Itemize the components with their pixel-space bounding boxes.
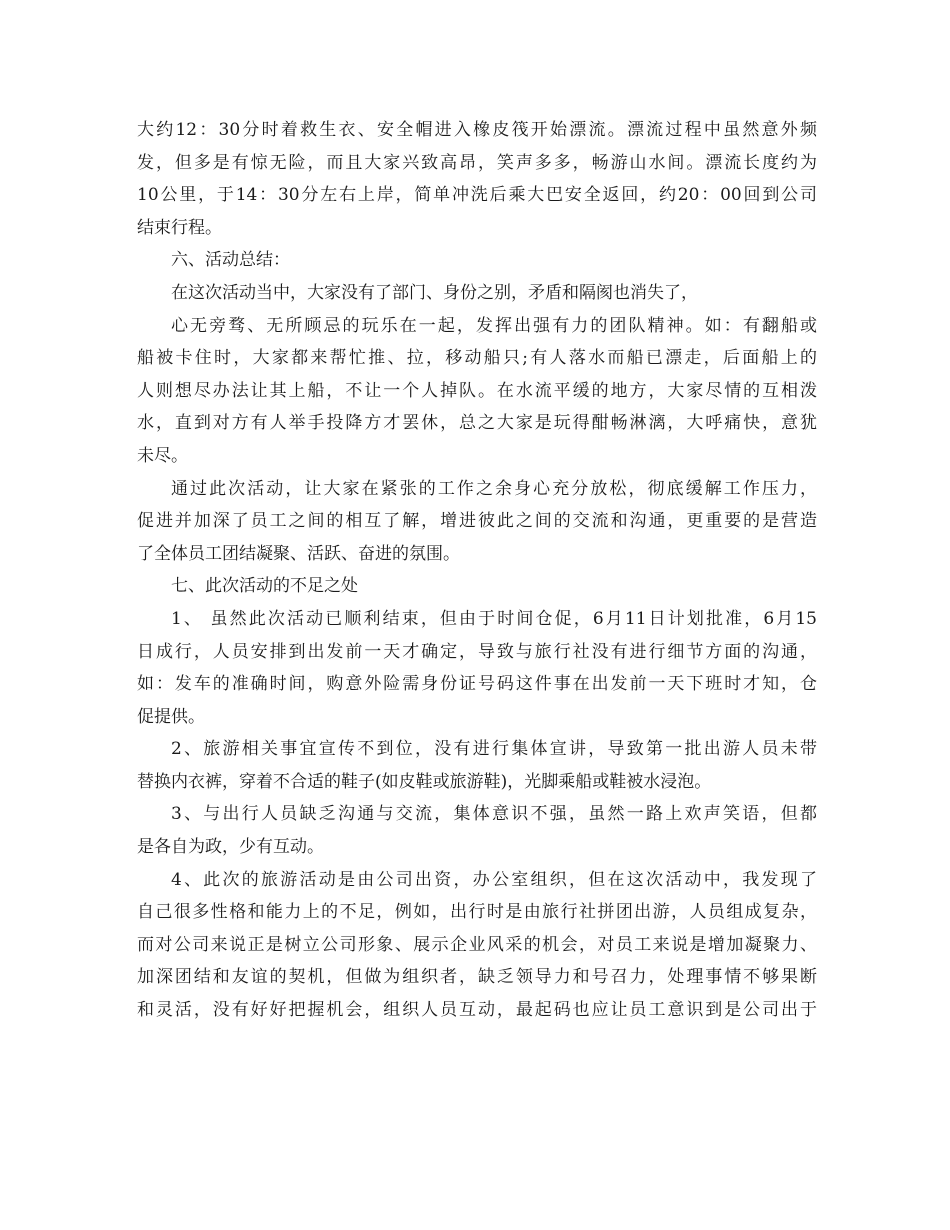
text-line: 在这次活动当中，大家没有了部门、身份之别，矛盾和隔阂也消失了， (171, 282, 698, 303)
text-line: 大约12：30分时着救生衣、安全帽进入橡皮筏开始漂流。漂流过程中虽然意外频 (137, 120, 817, 140)
section-heading: 七、此次活动的不足之处 (171, 576, 358, 597)
text-line: 和灵活，没有好好把握机会，组织人员互动，最起码也应让员工意识到是公司出于 (137, 1000, 817, 1021)
text-line: 替换内衣裤，穿着不合适的鞋子(如皮鞋或旅游鞋)，光脚乘船或鞋被水浸泡。 (137, 771, 712, 792)
text-line: 自己很多性格和能力上的不足，例如，出行时是由旅行社拼团出游，人员组成复杂， (137, 902, 817, 923)
text-line: 3、与出行人员缺乏沟通与交流，集体意识不强，虽然一路上欢声笑语，但都 (171, 804, 817, 825)
text-line: 1、 虽然此次活动已顺利结束，但由于时间仓促，6月11日计划批准，6月15 (171, 608, 817, 629)
text-line: 通过此次活动，让大家在紧张的工作之余身心充分放松，彻底缓解工作压力， (171, 478, 817, 499)
text-line: 日成行，人员安排到出发前一天才确定，导致与旅行社没有进行细节方面的沟通， (137, 641, 817, 662)
text-line: 心无旁骛、无所顾忌的玩乐在一起，发挥出强有力的团队精神。如：有翻船或 (171, 315, 817, 336)
text-line: 发，但多是有惊无险，而且大家兴致高昂，笑声多多，畅游山水间。漂流长度约为 (137, 152, 817, 173)
text-line: 而对公司来说正是树立公司形象、展示企业风采的机会，对员工来说是增加凝聚力、 (137, 934, 817, 955)
section-heading: 六、活动总结： (171, 250, 290, 271)
text-line: 了全体员工团结凝聚、活跃、奋进的氛围。 (137, 543, 460, 564)
text-line: 如：发车的准确时间，购意外险需身份证号码这件事在出发前一天下班时才知，仓 (137, 674, 817, 695)
text-line: 未尽。 (137, 445, 188, 466)
text-line: 4、此次的旅游活动是由公司出资，办公室组织，但在这次活动中，我发现了 (171, 869, 817, 890)
text-line: 人则想尽办法让其上船，不让一个人掉队。在水流平缓的地方，大家尽情的互相泼 (137, 380, 817, 401)
text-line: 10公里，于14：30分左右上岸，简单冲洗后乘大巴安全返回，约20：00回到公司 (137, 185, 817, 206)
text-line: 船被卡住时，大家都来帮忙推、拉，移动船只;有人落水而船已漂走，后面船上的 (137, 348, 817, 369)
text-line: 2、旅游相关事宜宣传不到位，没有进行集体宣讲，导致第一批出游人员未带 (171, 739, 817, 760)
text-line: 加深团结和友谊的契机，但做为组织者，缺乏领导力和号召力，处理事情不够果断 (137, 967, 817, 988)
document-body (137, 114, 817, 1027)
text-line: 水，直到对方有人举手投降方才罢休，总之大家是玩得酣畅淋漓，大呼痛快，意犹 (137, 413, 817, 434)
text-line: 是各自为政，少有互动。 (137, 837, 324, 858)
text-line: 促进并加深了员工之间的相互了解，增进彼此之间的交流和沟通，更重要的是营造 (137, 511, 817, 532)
text-line: 结束行程。 (137, 217, 222, 238)
text-line: 促提供。 (137, 706, 205, 727)
